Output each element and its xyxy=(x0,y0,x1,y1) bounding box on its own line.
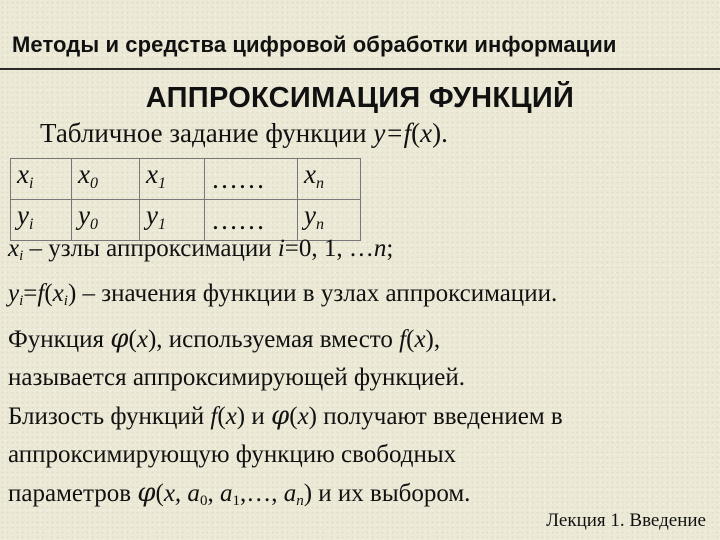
footer-lecture-label: Лекция 1. Введение xyxy=(546,510,706,531)
body-line-3: Функция φ(x), используемая вместо f(x), xyxy=(8,324,441,354)
table-cell: $x_n$ xyxy=(298,159,361,200)
table-cell: $x_0$ xyxy=(72,159,140,200)
table-cell: $x_1$ xyxy=(140,159,205,200)
body-line-1: $x_i$ – узлы аппроксимации i=0, 1, …n; xyxy=(8,235,394,264)
course-title: Методы и средства цифровой обработки информации xyxy=(12,32,617,57)
table-cell: …… xyxy=(205,159,298,200)
header-divider xyxy=(0,68,720,70)
body-line-2: $y_i=f(x_i)$ – значения функции в узлах аппроксимации. xyxy=(8,280,558,309)
phi-symbol: φ xyxy=(137,478,156,508)
table-cell: …… xyxy=(205,200,298,241)
phi-symbol: φ xyxy=(271,401,290,431)
slide-header xyxy=(0,0,720,72)
body-line-6: аппроксимирующую функцию свободных xyxy=(8,441,457,468)
value-table xyxy=(10,158,361,241)
table-cell: $y_i$ xyxy=(11,200,72,241)
phi-symbol: φ xyxy=(110,324,129,354)
table-cell: $y_0$ xyxy=(72,200,140,241)
table-cell: $y_1$ xyxy=(140,200,205,241)
subtitle-open: ( xyxy=(411,118,421,148)
table-cell: $x_i$ xyxy=(11,159,72,200)
body-line-7: параметров φ(x, $a_0$, $a_1,\dots$, $a_n$) и их выбором. xyxy=(8,478,471,509)
table-row-x xyxy=(11,159,361,200)
subtitle-text: Табличное задание функции xyxy=(40,118,374,148)
body-line-5: Близость функций f(x) и φ(x) получают введением в xyxy=(8,401,563,431)
subtitle xyxy=(40,118,448,149)
table-cell: $y_n$ xyxy=(298,200,361,241)
body-line-4: называется аппроксимирующей функцией. xyxy=(8,364,466,391)
subtitle-arg: x xyxy=(420,118,433,148)
subtitle-close: ). xyxy=(432,118,448,148)
slide-body xyxy=(8,230,714,520)
subtitle-func: y=f xyxy=(373,118,412,148)
slide-title: АППРОКСИМАЦИЯ ФУНКЦИЙ xyxy=(145,82,575,114)
